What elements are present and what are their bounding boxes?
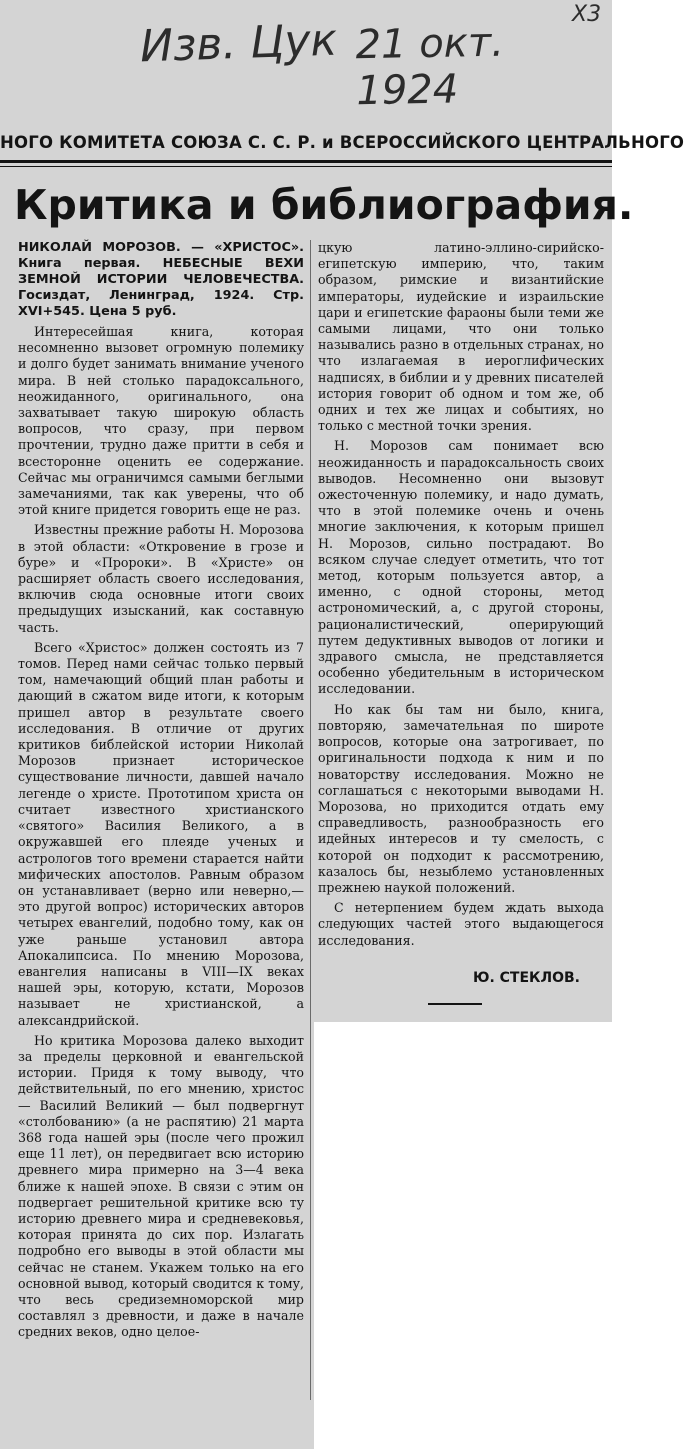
article-right-column bbox=[318, 240, 604, 953]
column-divider bbox=[310, 240, 311, 1400]
left-paragraph-2: Известны прежние работы Н. Морозова в этой области: «Откровение в грозе и буре» и «Пророки». В «Христе» он расширяет область своего исследования, включив сюда основные итоги своих предыдущих изысканий, как составную часть. bbox=[18, 522, 304, 635]
handwritten-date-note: 21 окт. 1924 bbox=[355, 19, 505, 115]
masthead-rule-thick bbox=[0, 160, 612, 163]
book-reference: НИКОЛАЙ МОРОЗОВ. — «ХРИСТОС». Книга первая. НЕБЕСНЫЕ ВЕХИ ЗЕМНОЙ ИСТОРИИ ЧЕЛОВЕЧЕСТВА. Госиздат, Ленинград, 1924. Стр. XVI+545. Цена 5 руб. bbox=[18, 240, 304, 319]
article-left-column bbox=[18, 240, 304, 1345]
left-paragraph-1: Интересейшая книга, которая несомненно вызовет огромную полемику и долго будет занимать внимание ученого мира. В ней столько парадоксального, неожиданного, оригинального, она захватывает такую широкую область вопросов, что сразу, при первом прочтении, трудно даже притти в себя и всесторонне оценить ее содержание. Сейчас мы ограничимся самыми беглыми замечаниями, так как уверены, что об этой книге придется говорить еще не раз. bbox=[18, 324, 304, 518]
right-paragraph-3: Но как бы там ни было, книга, повторяю, замечательная по широте вопросов, которые она затрогивает, по оригинальности подхода к ним и по новаторству исследования. Можно не соглашаться с некоторыми выводами Н. Морозова, но приходится отдать ему справедливость, разнообразность его идейных интересов и ту смелость, с которой он подходит к рассмотрению, казалось бы, незыблемо установленных прежнею наукой положений. bbox=[318, 701, 604, 895]
handwritten-source-note: Изв. Цук bbox=[139, 14, 338, 73]
blank-area bbox=[314, 1022, 612, 1449]
right-paragraph-2: Н. Морозов сам понимает всю неожиданность и парадоксальность своих выводов. Несомненно они вызовут ожесточенную полемику, и надо думать, что в этой полемике очень и очень многие заключения, к которым пришел Н. Морозов, сильно пострадают. Во всяком случае следует отметить, что тот метод, которым пользуется автор, а именно, с одной стороны, метод астрономический, а, с другой стороны, рационалистический, оперирующий путем дедуктивных выводов от логики и здравого смысла, не представляется особенно убедительным в историческом исследовании. bbox=[318, 438, 604, 697]
author-signature: Ю. СТЕКЛОВ. bbox=[473, 970, 580, 986]
handwritten-corner-mark: Х3 bbox=[572, 2, 602, 27]
signature-rule bbox=[428, 1003, 482, 1005]
masthead-line: НОГО КОМИТЕТА СОЮЗА С. С. Р. и ВСЕРОССИЙСКОГО ЦЕНТРАЛЬНОГО bbox=[0, 133, 684, 152]
masthead-rule-thin bbox=[0, 166, 612, 167]
left-paragraph-3: Всего «Христос» должен состоять из 7 томов. Перед нами сейчас только первый том, намечающий общий план работы и дающий в сжатом виде итоги, к которым пришел автор в результате своего исследования. В отличие от других критиков библейской истории Николай Морозов признает историческое существование личности, давшей начало легенде о христе. Прототипом христа он считает известного христианского «святого» Василия Великого, а в окружавшей его плеяде ученых и астрологов того времени старается найти мифических апостолов. Равным образом он устанавливает (верно или неверно,—это другой вопрос) исторических авторов четырех евангелий, подобно тому, как он уже раньше установил автора Апокалипсиса. По мнению Морозова, евангелия написаны в VIII—IX веках нашей эры, которую, кстати, Морозов называет не христианской, а александрийской. bbox=[18, 639, 304, 1028]
right-paragraph-1: цкую латино-эллино-сирийско-египетскую империю, что, таким образом, римские и византийские императоры, иудейские и израильские цари и египетские фараоны были теми же самыми лицами, что они только назывались разно в отдельных странах, но что излагаемая в иероглифических надписях, в библии и у древних писателей история говорит об одном и том же, об одних и тех же лицах и событиях, но только с местной точки зрения. bbox=[318, 240, 604, 434]
section-headline: Критика и библиография. bbox=[14, 181, 634, 229]
right-paragraph-4: С нетерпением будем ждать выхода следующих частей этого выдающегося исследования. bbox=[318, 900, 604, 948]
left-paragraph-4: Но критика Морозова далеко выходит за пределы церковной и евангельской истории. Придя к тому выводу, что действительный, по его мнению, христос— Василий Великий — был подвергнут «столбованию» (а не распятию) 21 марта 368 года нашей эры (после чего прожил еще 11 лет), он передвигает всю историю древнего мира примерно на 3—4 века ближе к нашей эпохе. В связи с этим он подвергает решительной критике всю ту историю древнего мира и средневековья, которая принята до сих пор. Излагать подробно его выводы в этой области мы сейчас не станем. Укажем только на его основной вывод, который сводится к тому, что весь средиземноморской мир составлял з древности, и даже в начале средних веков, одно целое- bbox=[18, 1032, 304, 1340]
